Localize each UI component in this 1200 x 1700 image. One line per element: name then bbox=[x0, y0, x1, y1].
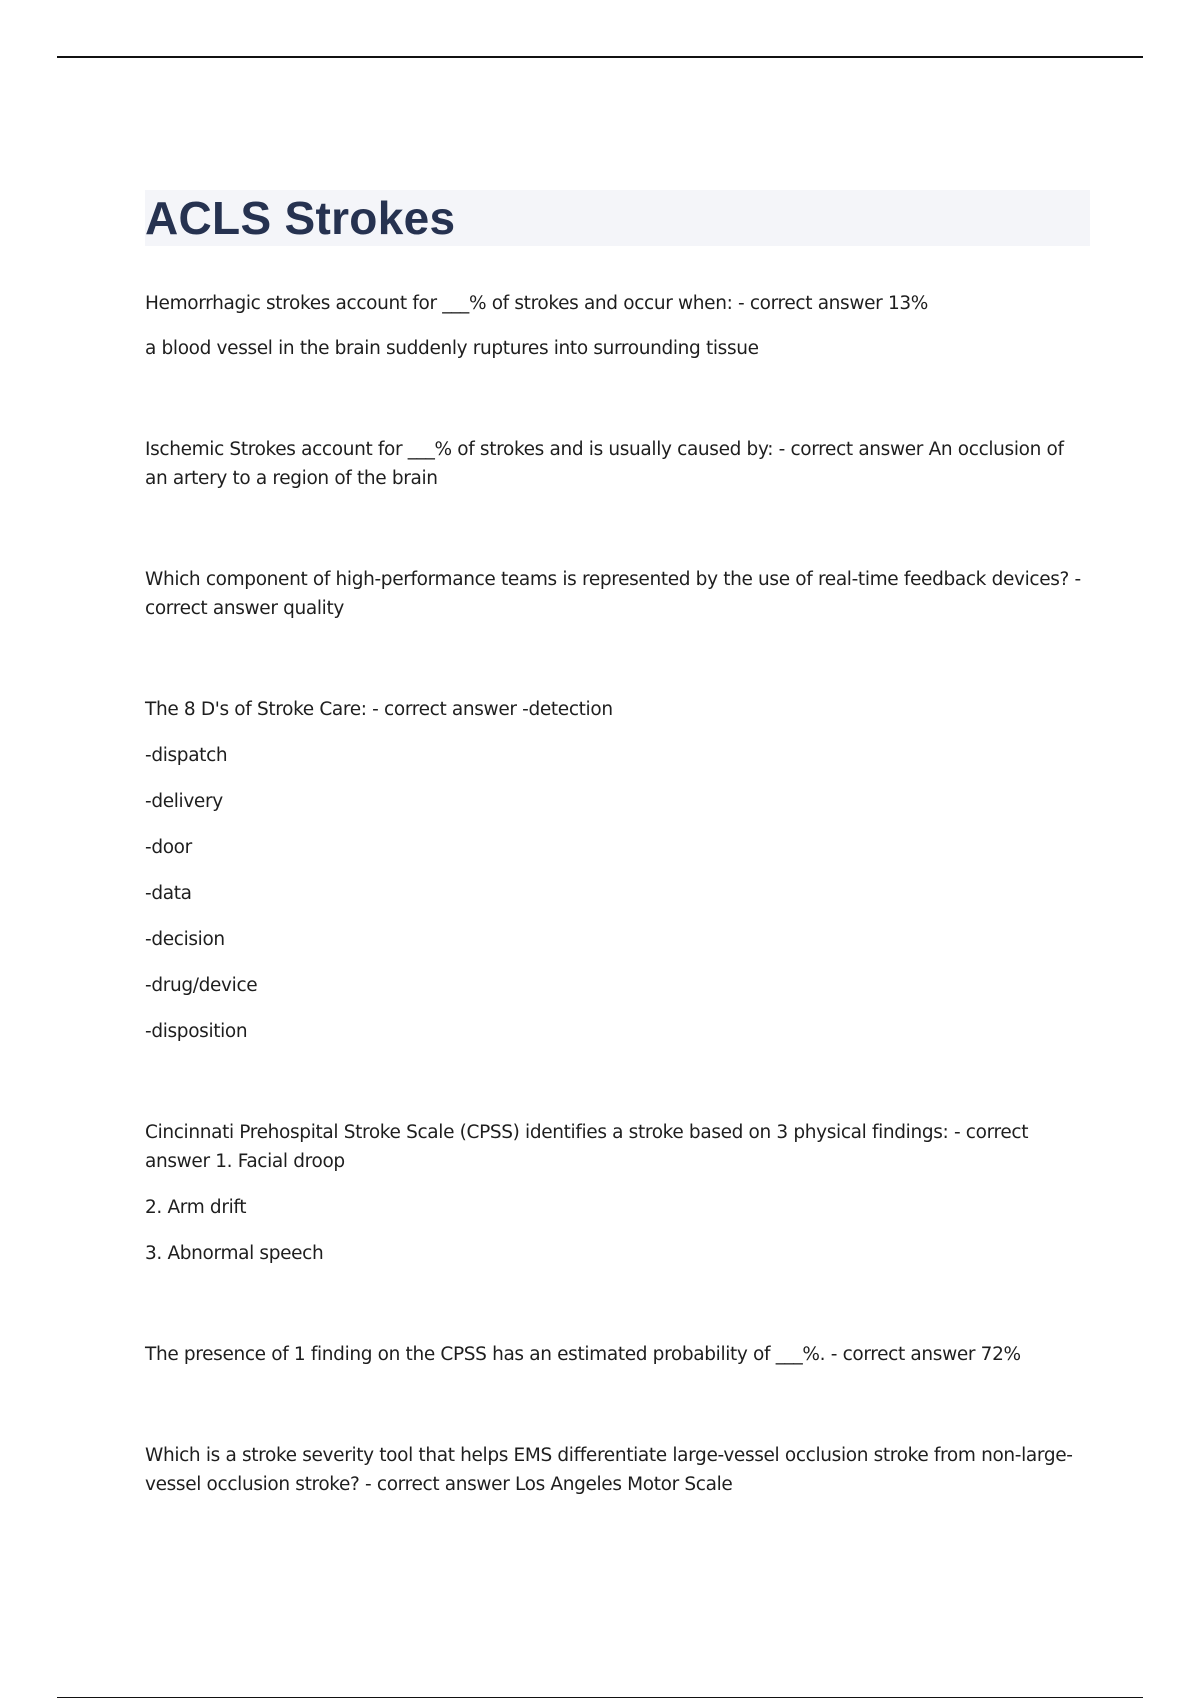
bottom-rule bbox=[57, 1697, 1143, 1698]
qa-item-cpss-probability bbox=[145, 1340, 1090, 1369]
qa-line: a blood vessel in the brain suddenly ruptures into surrounding tissue bbox=[145, 338, 759, 359]
document-body bbox=[145, 190, 1090, 1571]
top-rule bbox=[57, 56, 1143, 58]
list-item: 3. Abnormal speech bbox=[145, 1243, 324, 1264]
qa-line: Cincinnati Prehospital Stroke Scale (CPSS) identifies a stroke based on 3 physical findings: - correct answer 1. Facial droop bbox=[145, 1122, 1029, 1172]
qa-line: Which is a stroke severity tool that helps EMS differentiate large-vessel occlusion stroke from non-large-vessel occlusion stroke? - correct answer Los Angeles Motor Scale bbox=[145, 1445, 1073, 1495]
list-item: -decision bbox=[145, 929, 225, 950]
list-item: -disposition bbox=[145, 1021, 248, 1042]
qa-line: The 8 D's of Stroke Care: - correct answer -detection bbox=[145, 699, 613, 720]
qa-line: Ischemic Strokes account for ___% of strokes and is usually caused by: - correct answer An occlusion of an artery to a region of the brain bbox=[145, 439, 1064, 489]
list-item: -door bbox=[145, 837, 192, 858]
list-item: -data bbox=[145, 883, 192, 904]
list-item: -drug/device bbox=[145, 975, 258, 996]
title-bar bbox=[145, 190, 1090, 246]
qa-item-severity-tool bbox=[145, 1441, 1090, 1499]
qa-item-8-ds bbox=[145, 695, 1090, 1046]
qa-line: The presence of 1 finding on the CPSS has an estimated probability of ___%. - correct answer 72% bbox=[145, 1344, 1021, 1365]
qa-item-cpss bbox=[145, 1118, 1090, 1268]
qa-item-ischemic bbox=[145, 435, 1090, 493]
qa-line: Hemorrhagic strokes account for ___% of strokes and occur when: - correct answer 13% bbox=[145, 293, 929, 314]
list-item: -delivery bbox=[145, 791, 223, 812]
qa-item-hemorrhagic bbox=[145, 289, 1090, 363]
page-title: ACLS Strokes bbox=[145, 192, 456, 244]
list-item: 2. Arm drift bbox=[145, 1197, 247, 1218]
list-item: -dispatch bbox=[145, 745, 228, 766]
qa-line: Which component of high-performance teams is represented by the use of real-time feedback devices? - correct answer quality bbox=[145, 569, 1081, 619]
qa-item-high-performance bbox=[145, 565, 1090, 623]
